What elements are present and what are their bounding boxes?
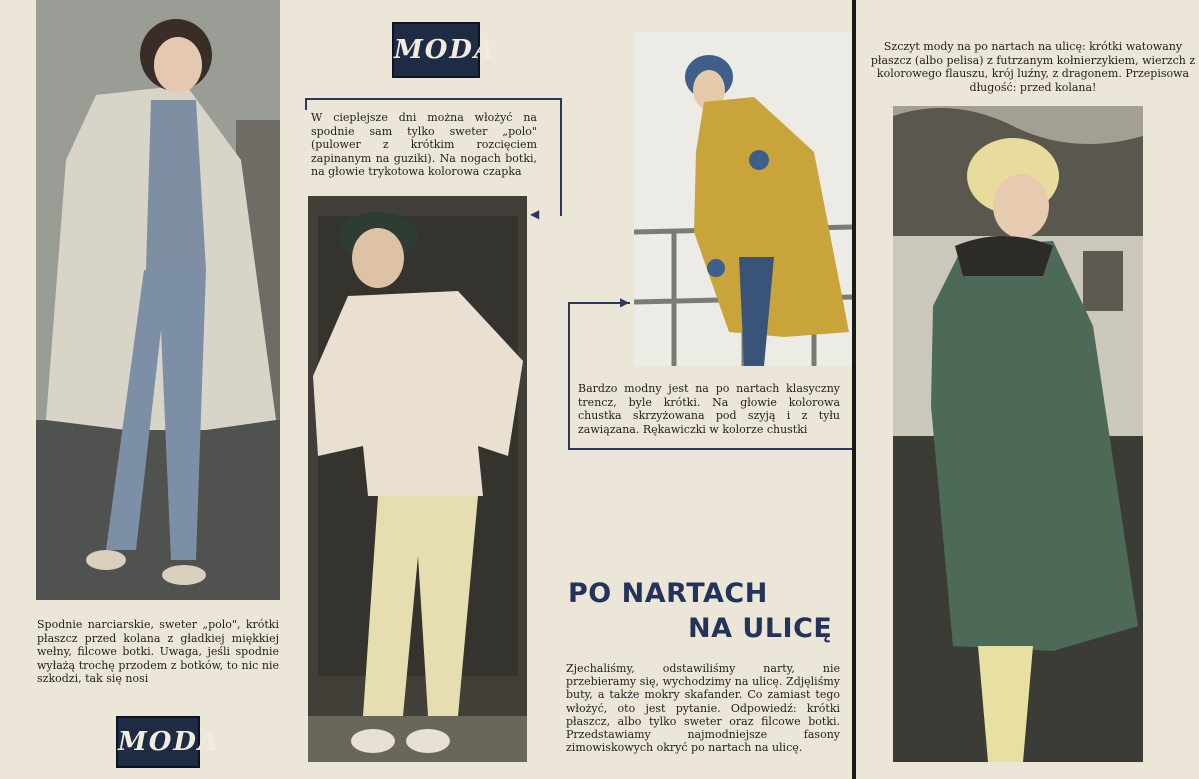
article-body: Zjechaliśmy, odstawiliśmy narty, nie przebieramy się, wychodzimy na ulicę. Zdjęliśmy buty, a także mokry skafander. Co zamiast tego włożyć, oto jest pytanie. Odpowiedź: krótki płaszcz, albo tylko sweter oraz filcowe botki. Przedstawiamy najmodniejsze fasony zimowiskowych okryć po nartach na ulicę.: [566, 662, 840, 755]
caption-right-middle: Bardzo modny jest na po nartach klasyczny trencz, byle krótki. Na głowie kolorowa chustka skrzyżowana pod szyją i z tyłu zawiązana. Rękawiczki w kolorze chustki: [578, 382, 840, 436]
photo-woman-green-coat: [893, 106, 1143, 762]
headline-line2: NA ULICĘ: [688, 613, 833, 644]
caption-far-right: Szczyt mody na po nartach na ulicę: krótki watowany płaszcz (albo pelisa) z futrzanym kołnierzykiem, wierzch z kolorowego flauszu, krój luźny, z dragonem. Przepisowa długość: przed kolana!: [870, 40, 1196, 94]
caption-center-top: W cieplejsze dni można włożyć na spodnie sam tylko sweter „polo" (pulower z krótkim rozcięciem zapinanym na guziki). Na nogach botki, na głowie trykotowa kolorowa czapka: [311, 111, 537, 178]
caption-frame-tick-left: [305, 98, 307, 110]
moda-logo-top: MODA: [392, 22, 480, 78]
arrow-icon: ◀: [530, 207, 540, 221]
arrow-icon: ▶: [620, 295, 630, 309]
magazine-page-right: [856, 0, 1199, 779]
moda-logo-bottom: MODA: [116, 716, 200, 768]
photo-woman-light-coat: [36, 0, 280, 600]
headline-line1: PO NARTACH: [568, 578, 768, 609]
photo-woman-polo-sweater: [308, 196, 527, 762]
caption-left: Spodnie narciarskie, sweter „polo", krótki płaszcz przed kolana z gładkiej miękkiej wełny, filcowe botki. Uwaga, jeśli spodnie wyłażą trochę przodem z botków, to nic nie szkodzi, tak się nosi: [37, 618, 279, 685]
